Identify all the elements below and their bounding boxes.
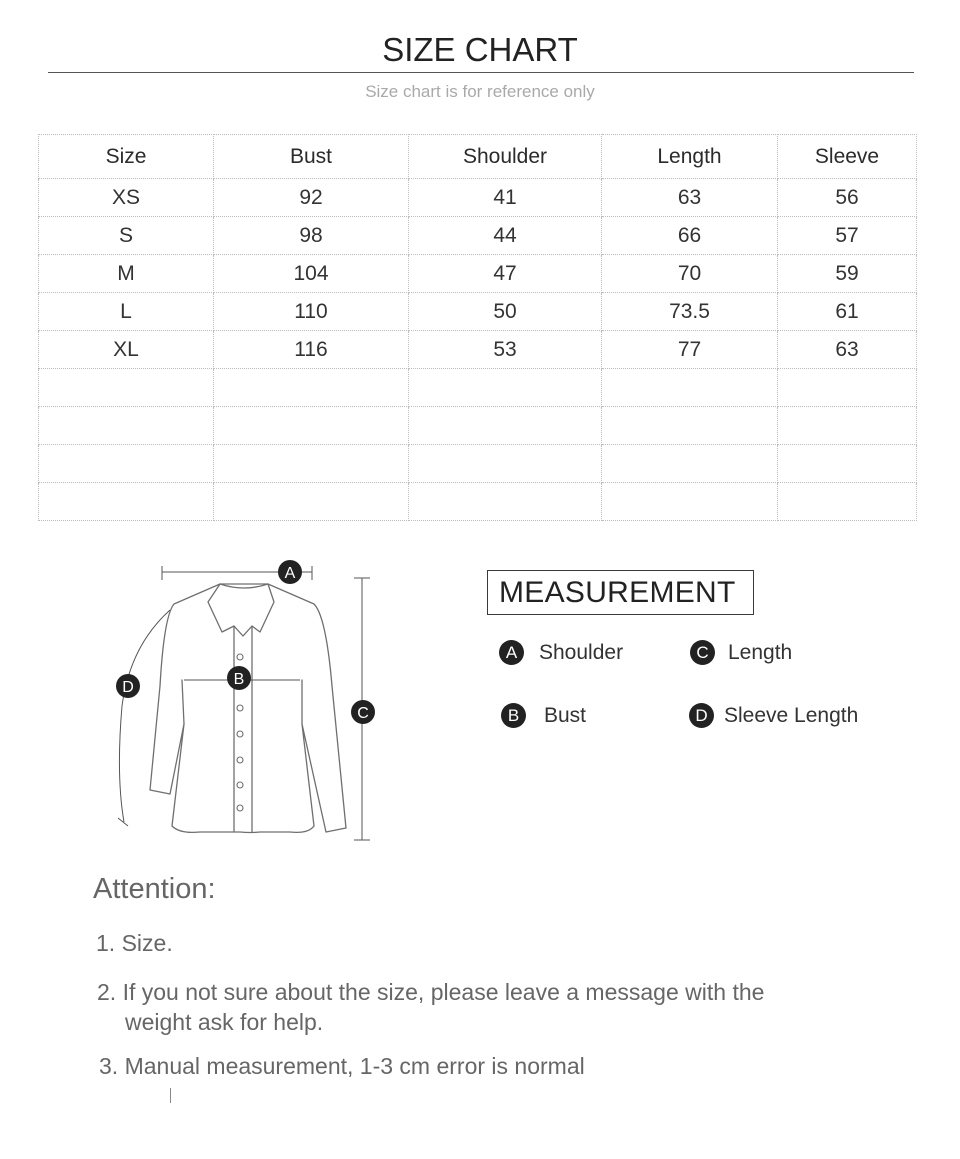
table-cell: 61: [778, 293, 917, 331]
table-row: [39, 255, 917, 293]
shirt-measurement-diagram: [100, 556, 390, 848]
table-cell: [39, 445, 214, 483]
attention-note: [96, 928, 173, 958]
table-cell: 66: [602, 217, 778, 255]
table-cell: S: [39, 217, 214, 255]
table-cell: [409, 369, 602, 407]
table-cell: [778, 369, 917, 407]
badge-b-icon: B: [501, 703, 526, 728]
note-text: Size.: [121, 930, 173, 956]
table-cell: [778, 445, 917, 483]
svg-text:D: D: [122, 679, 134, 696]
text-cursor-mark: [170, 1088, 171, 1103]
table-cell: [214, 407, 409, 445]
table-cell: M: [39, 255, 214, 293]
table-cell: [39, 369, 214, 407]
table-cell: [39, 407, 214, 445]
table-cell: [778, 407, 917, 445]
table-cell: 50: [409, 293, 602, 331]
table-cell: 73.5: [602, 293, 778, 331]
table-cell: [214, 369, 409, 407]
note-number: 1.: [96, 930, 116, 956]
table-cell: [409, 483, 602, 521]
table-cell: 70: [602, 255, 778, 293]
table-cell: [39, 483, 214, 521]
size-table: [38, 134, 917, 521]
table-row: [39, 293, 917, 331]
table-cell: 110: [214, 293, 409, 331]
table-cell: 63: [602, 179, 778, 217]
table-row-empty: [39, 483, 917, 521]
note-number: 3.: [99, 1053, 119, 1079]
table-cell: 104: [214, 255, 409, 293]
marker-a: [278, 560, 302, 584]
column-header-sleeve: Sleeve: [778, 135, 917, 179]
attention-heading: Attention:: [93, 873, 216, 905]
table-row-empty: [39, 445, 917, 483]
table-row: [39, 217, 917, 255]
table-cell: [602, 369, 778, 407]
legend-label: Length: [728, 640, 793, 664]
table-cell: 41: [409, 179, 602, 217]
table-cell: XS: [39, 179, 214, 217]
shirt-outline: [150, 584, 346, 833]
marker-c: [351, 700, 375, 724]
marker-d: [116, 674, 140, 698]
title-divider: [48, 72, 914, 73]
badge-d-icon: D: [689, 703, 714, 728]
table-header-row: [39, 135, 917, 179]
page-title: SIZE CHART: [382, 31, 578, 68]
svg-text:C: C: [357, 705, 369, 722]
legend-label: Sleeve Length: [724, 703, 859, 727]
table-cell: [602, 407, 778, 445]
svg-text:B: B: [233, 671, 245, 688]
table-cell: [214, 483, 409, 521]
table-cell: 116: [214, 331, 409, 369]
table-cell: 98: [214, 217, 409, 255]
table-cell: [409, 407, 602, 445]
column-header-shoulder: Shoulder: [409, 135, 602, 179]
table-cell: 44: [409, 217, 602, 255]
legend-item-shoulder: [499, 640, 623, 665]
legend-label: Bust: [544, 703, 587, 727]
marker-b: [227, 666, 251, 690]
column-header-bust: Bust: [214, 135, 409, 179]
legend-label: Shoulder: [539, 640, 624, 664]
table-cell: 56: [778, 179, 917, 217]
table-row: [39, 331, 917, 369]
page-subtitle: Size chart is for reference only: [365, 82, 595, 101]
attention-note-continued: weight ask for help.: [125, 1009, 324, 1035]
table-cell: [409, 445, 602, 483]
note-number: 2.: [97, 979, 117, 1005]
table-cell: [214, 445, 409, 483]
table-cell: 47: [409, 255, 602, 293]
table-cell: 57: [778, 217, 917, 255]
note-text: Manual measurement, 1-3 cm error is normal: [124, 1053, 585, 1079]
measurement-heading: MEASUREMENT: [487, 570, 754, 615]
svg-text:A: A: [284, 565, 296, 582]
column-header-size: Size: [39, 135, 214, 179]
badge-c-icon: C: [690, 640, 715, 665]
table-cell: 53: [409, 331, 602, 369]
table-cell: 77: [602, 331, 778, 369]
table-cell: 92: [214, 179, 409, 217]
legend-item-sleeve-length: [689, 703, 858, 728]
shirt-collar: [208, 584, 274, 636]
sleeve-measure-line: [118, 610, 170, 826]
table-cell: 59: [778, 255, 917, 293]
table-cell: [602, 483, 778, 521]
legend-item-length: [690, 640, 792, 665]
attention-note: [99, 1051, 585, 1081]
table-cell: [602, 445, 778, 483]
legend-item-bust: [501, 703, 586, 728]
table-cell: L: [39, 293, 214, 331]
table-cell: 63: [778, 331, 917, 369]
column-header-length: Length: [602, 135, 778, 179]
table-cell: XL: [39, 331, 214, 369]
note-text: If you not sure about the size, please leave a message with the: [122, 979, 765, 1005]
attention-note: [97, 977, 764, 1007]
table-row: [39, 179, 917, 217]
table-row-empty: [39, 407, 917, 445]
badge-a-icon: A: [499, 640, 524, 665]
table-cell: [778, 483, 917, 521]
table-row-empty: [39, 369, 917, 407]
